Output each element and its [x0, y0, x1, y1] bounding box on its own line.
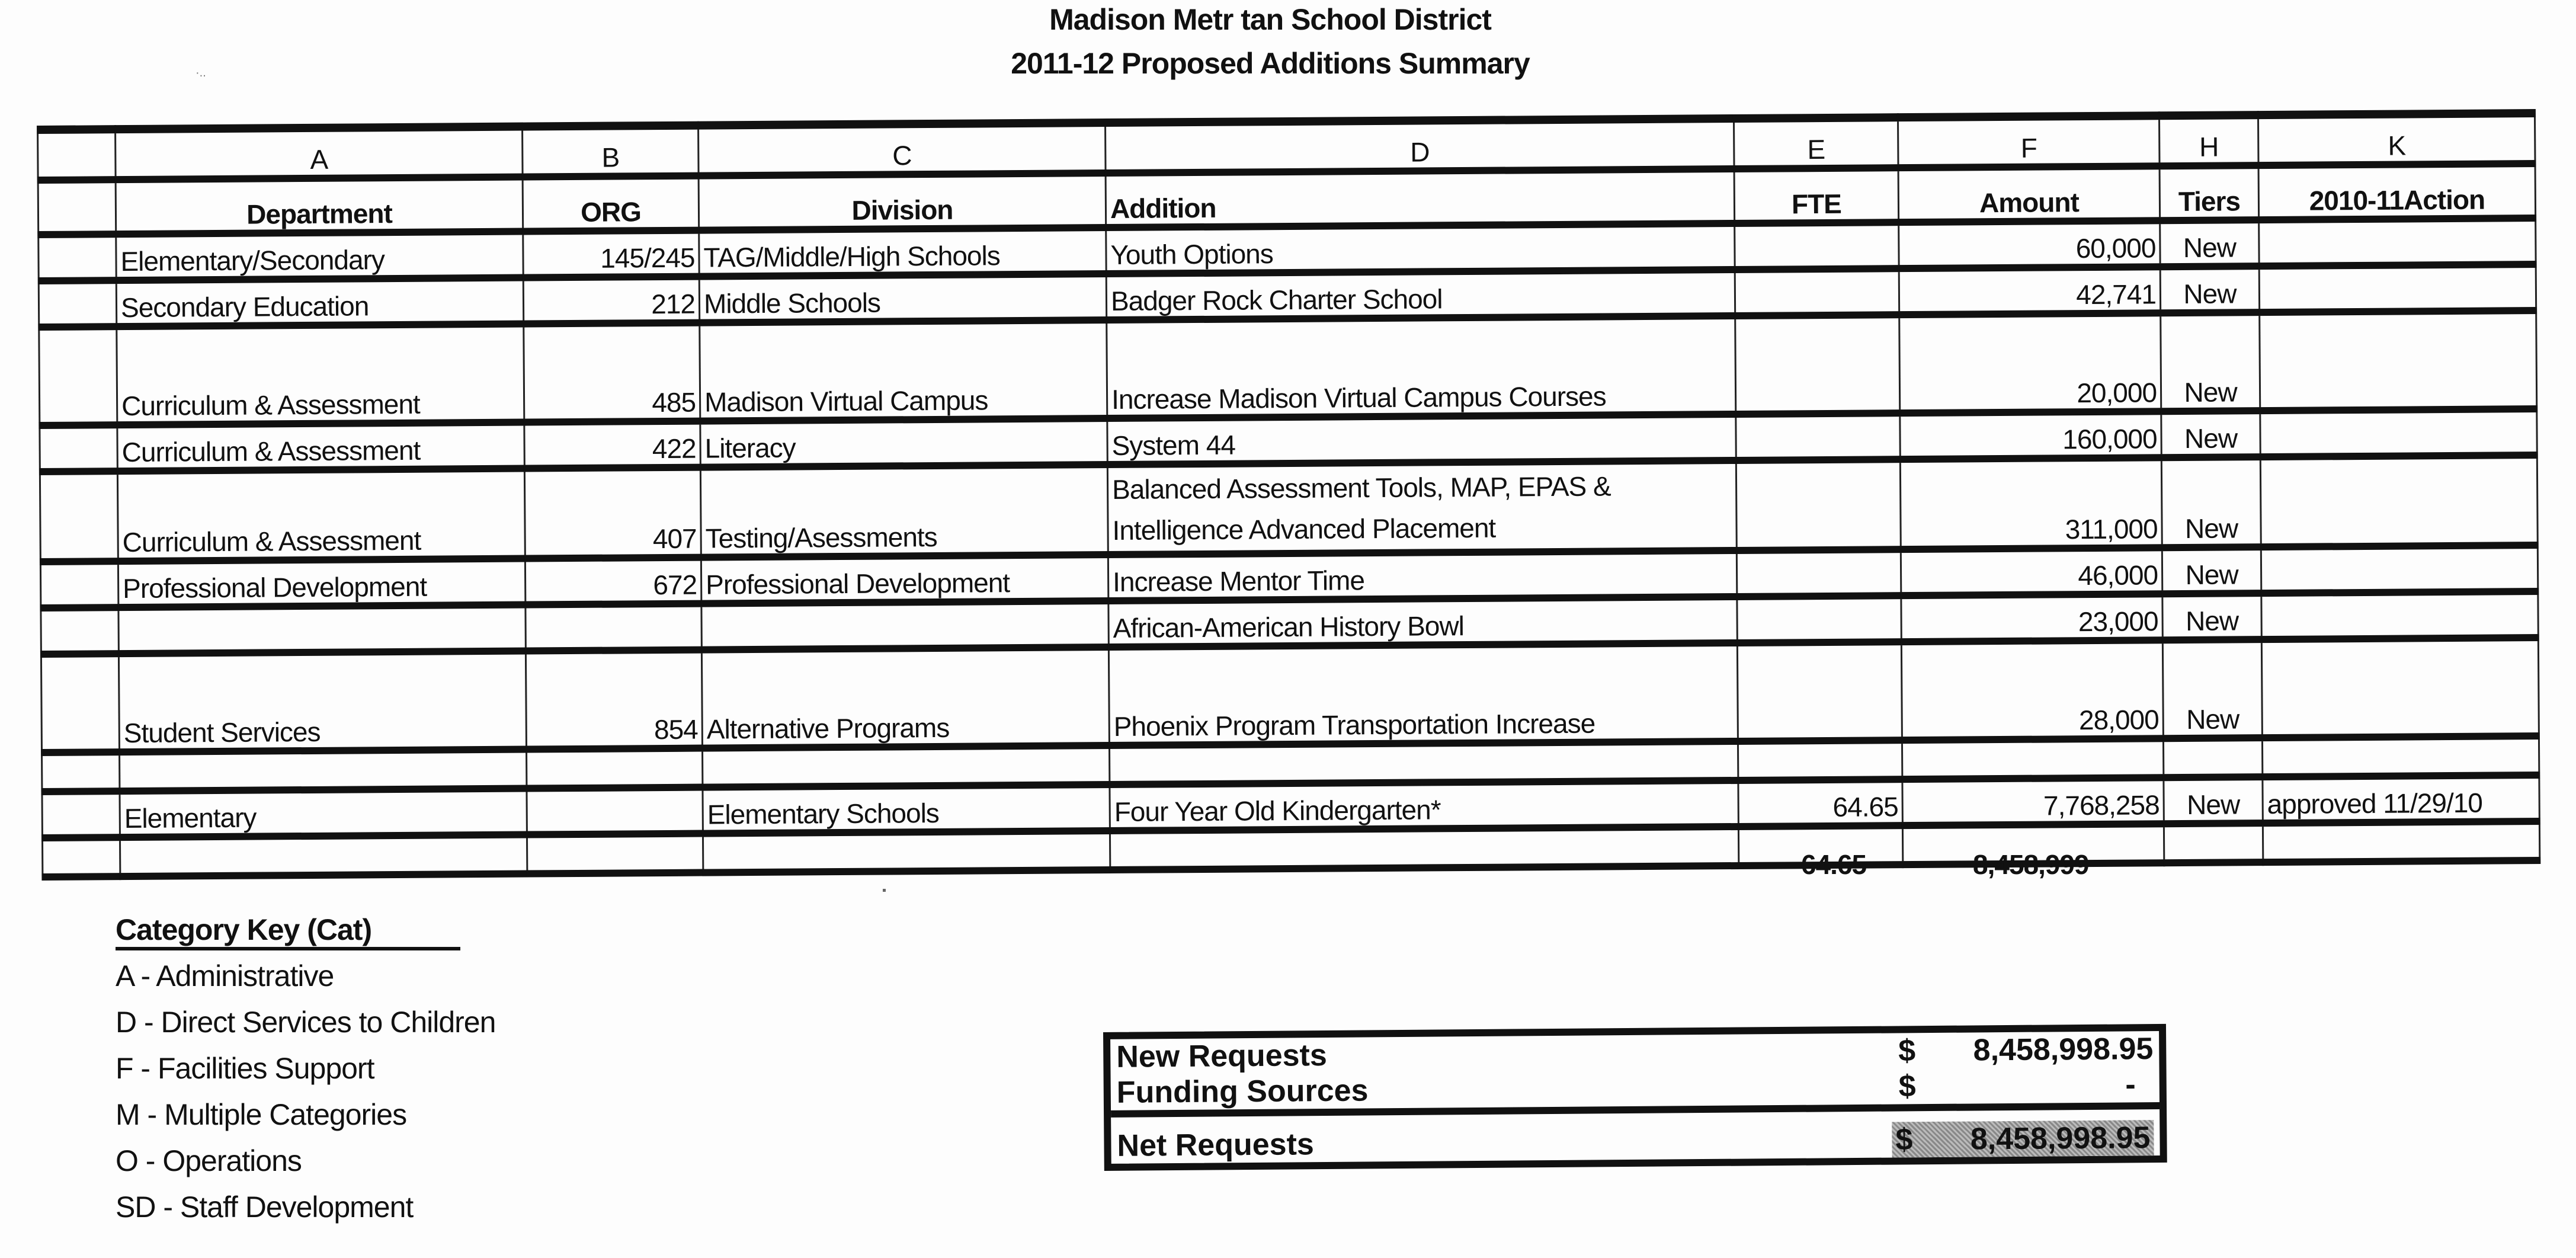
- cell-amount: 23,000: [1901, 594, 2163, 642]
- cell-division: Testing/Asessments: [700, 465, 1108, 558]
- document-title: Madison Metr tan School District: [1049, 3, 1491, 36]
- cell-addition: Phoenix Program Transportation Increase: [1108, 643, 1738, 745]
- cell-org: 672: [525, 558, 701, 605]
- cell-addition: Youth Options: [1106, 223, 1735, 274]
- cell-department: Elementary: [120, 789, 527, 838]
- cell-fte: [1738, 740, 1902, 780]
- cell-department: Elementary/Secondary: [116, 232, 524, 281]
- column-header-department: Department: [116, 177, 523, 235]
- cell-tier: New: [2161, 457, 2261, 548]
- cell-addition: African-American History Bowl: [1108, 597, 1737, 647]
- cell-addition: [1110, 827, 1738, 870]
- cell-action: [2260, 311, 2537, 411]
- column-letter: H: [2159, 115, 2258, 166]
- row-gutter: [39, 280, 117, 327]
- summary-label: New Requests: [1116, 1038, 1327, 1074]
- cell-action: [2261, 638, 2539, 738]
- cell-addition: Badger Rock Charter School: [1106, 270, 1735, 320]
- cell-division: Elementary Schools: [703, 785, 1110, 834]
- column-header-division: Division: [699, 173, 1106, 231]
- cell-fte: [1735, 222, 1899, 270]
- additions-table: [37, 109, 2540, 881]
- column-header-fte: FTE: [1734, 168, 1899, 223]
- cell-fte: [1737, 642, 1902, 741]
- total-amount: 8,458,999: [1973, 849, 2089, 880]
- row-gutter: [41, 654, 119, 753]
- column-header-org: ORG: [523, 176, 699, 232]
- summary-value: 8,458,998.95: [1973, 1032, 2154, 1068]
- cell-action: [2263, 821, 2539, 862]
- cell-addition: [1109, 741, 1738, 785]
- cell-department: Professional Development: [118, 559, 526, 608]
- cell-org: 145/245: [523, 231, 700, 278]
- category-key-title: Category Key (Cat): [116, 913, 460, 950]
- column-letter: A: [116, 127, 523, 180]
- cell-addition: Four Year Old Kindergarten*: [1110, 780, 1738, 831]
- cell-action: [2259, 218, 2536, 266]
- cell-tier: New: [2162, 639, 2262, 738]
- cell-fte: [1736, 549, 1901, 597]
- currency-symbol: $: [1895, 1122, 1913, 1157]
- cell-department: Curriculum & Assessment: [117, 422, 525, 472]
- category-key-item: O - Operations: [116, 1144, 302, 1177]
- row-gutter: [41, 607, 119, 654]
- cell-org: [527, 788, 703, 835]
- cell-department: [118, 605, 526, 654]
- column-letter: F: [1898, 116, 2160, 168]
- cell-division: [703, 831, 1110, 873]
- summary-label: Funding Sources: [1116, 1073, 1369, 1110]
- cell-amount: 42,741: [1899, 267, 2161, 315]
- cell-fte: [1736, 459, 1901, 550]
- cell-amount: 60,000: [1899, 220, 2161, 268]
- category-key-item: D - Direct Services to Children: [116, 1006, 496, 1039]
- table-row: [41, 638, 2539, 753]
- row-gutter: [39, 234, 117, 281]
- cell-department: Secondary Education: [116, 278, 524, 327]
- column-letter: [38, 129, 116, 180]
- scan-speck: ·..: [196, 66, 206, 79]
- currency-symbol: $: [1898, 1033, 1916, 1068]
- summary-value: 8,458,998.95: [1970, 1121, 2151, 1157]
- row-gutter: [42, 752, 120, 792]
- row-gutter: [39, 326, 117, 425]
- cell-action: approved 11/29/10: [2263, 775, 2540, 823]
- column-header: [38, 180, 116, 235]
- row-gutter: [40, 425, 118, 472]
- cell-tier: New: [2160, 266, 2260, 313]
- cell-department: Student Services: [118, 651, 526, 753]
- cell-tier: New: [2161, 411, 2261, 457]
- cell-tier: [2163, 738, 2262, 777]
- cell-org: 854: [526, 650, 702, 750]
- category-key: [116, 913, 495, 1230]
- row-gutter: [40, 561, 118, 608]
- table-row: [39, 311, 2537, 425]
- category-key-item: A - Administrative: [116, 959, 334, 993]
- cell-org: 407: [524, 468, 701, 559]
- cell-division: Professional Development: [701, 555, 1108, 604]
- cell-org: 212: [523, 277, 700, 324]
- cell-division: Literacy: [700, 418, 1108, 468]
- total-fte: 64.65: [1801, 849, 1867, 880]
- cell-action: [2260, 409, 2537, 457]
- category-key-item: SD - Staff Development: [116, 1190, 414, 1224]
- cell-division: TAG/Middle/High Schools: [699, 228, 1107, 277]
- cell-division: Middle Schools: [699, 274, 1107, 323]
- cell-action: [2262, 736, 2539, 777]
- category-key-item: M - Multiple Categories: [116, 1098, 407, 1131]
- cell-amount: [1902, 738, 2163, 779]
- cell-amount: 46,000: [1901, 548, 2162, 596]
- cell-org: [526, 748, 702, 789]
- cell-tier: New: [2162, 593, 2262, 640]
- cell-addition: System 44: [1107, 414, 1736, 465]
- cell-addition: Balanced Assessment Tools, MAP, EPAS & Intelligence Advanced Placement: [1107, 460, 1736, 555]
- cell-tier: [2164, 823, 2263, 863]
- column-letter: E: [1734, 117, 1898, 169]
- cell-division: [702, 745, 1109, 788]
- scan-speck: [883, 889, 886, 892]
- column-letter: C: [699, 123, 1106, 176]
- row-gutter: [42, 791, 120, 838]
- cell-department: [120, 750, 527, 792]
- cell-addition: Increase Mentor Time: [1108, 550, 1736, 601]
- cell-org: [527, 834, 703, 874]
- cell-fte: [1736, 413, 1901, 460]
- cell-amount: 7,768,258: [1902, 777, 2164, 825]
- cell-fte: [1735, 315, 1900, 414]
- cell-org: [526, 604, 702, 651]
- row-gutter: [40, 471, 118, 562]
- cell-action: [2259, 264, 2536, 312]
- column-header-tiers: Tiers: [2160, 165, 2259, 220]
- cell-amount: 160,000: [1900, 411, 2162, 459]
- summary-value: -: [2125, 1067, 2136, 1102]
- row-gutter: [42, 837, 120, 877]
- cell-division: Madison Virtual Campus: [700, 320, 1107, 421]
- column-letter: D: [1106, 119, 1735, 173]
- cell-amount: 28,000: [1901, 640, 2163, 740]
- cell-amount: 20,000: [1899, 313, 2161, 413]
- column-header-addition: Addition: [1106, 169, 1735, 228]
- cell-action: [2260, 455, 2537, 547]
- document-subtitle: 2011-12 Proposed Additions Summary: [1011, 47, 1530, 80]
- category-key-item: F - Facilities Support: [116, 1052, 374, 1085]
- cell-department: Curriculum & Assessment: [117, 469, 525, 562]
- column-header-amount: Amount: [1898, 166, 2160, 222]
- cell-action: [2261, 545, 2538, 593]
- cell-division: Alternative Programs: [701, 647, 1109, 748]
- table-row: [40, 455, 2537, 562]
- cell-department: [120, 835, 527, 877]
- summary-net-requests: [1111, 1102, 2160, 1164]
- column-letter: K: [2258, 113, 2535, 165]
- cell-fte: [1735, 268, 1899, 316]
- cell-fte: [1737, 596, 1902, 643]
- column-letter: B: [523, 126, 699, 177]
- cell-tier: New: [2162, 547, 2261, 594]
- summary-box: [1103, 1024, 2167, 1171]
- cell-action: [2261, 591, 2539, 639]
- cell-tier: New: [2161, 312, 2260, 411]
- cell-department: Curriculum & Assessment: [117, 324, 524, 425]
- column-header-action: 2010-11Action: [2258, 164, 2536, 220]
- cell-fte: 64.65: [1738, 779, 1903, 827]
- cell-tier: New: [2164, 777, 2263, 824]
- cell-addition: Increase Madison Virtual Campus Courses: [1107, 316, 1736, 418]
- currency-symbol: $: [1898, 1069, 1916, 1104]
- cell-org: 485: [524, 323, 700, 422]
- cell-tier: New: [2160, 220, 2260, 267]
- summary-label: Net Requests: [1117, 1127, 1315, 1163]
- cell-org: 422: [524, 421, 701, 469]
- cell-amount: 311,000: [1900, 457, 2162, 549]
- cell-division: [701, 601, 1109, 650]
